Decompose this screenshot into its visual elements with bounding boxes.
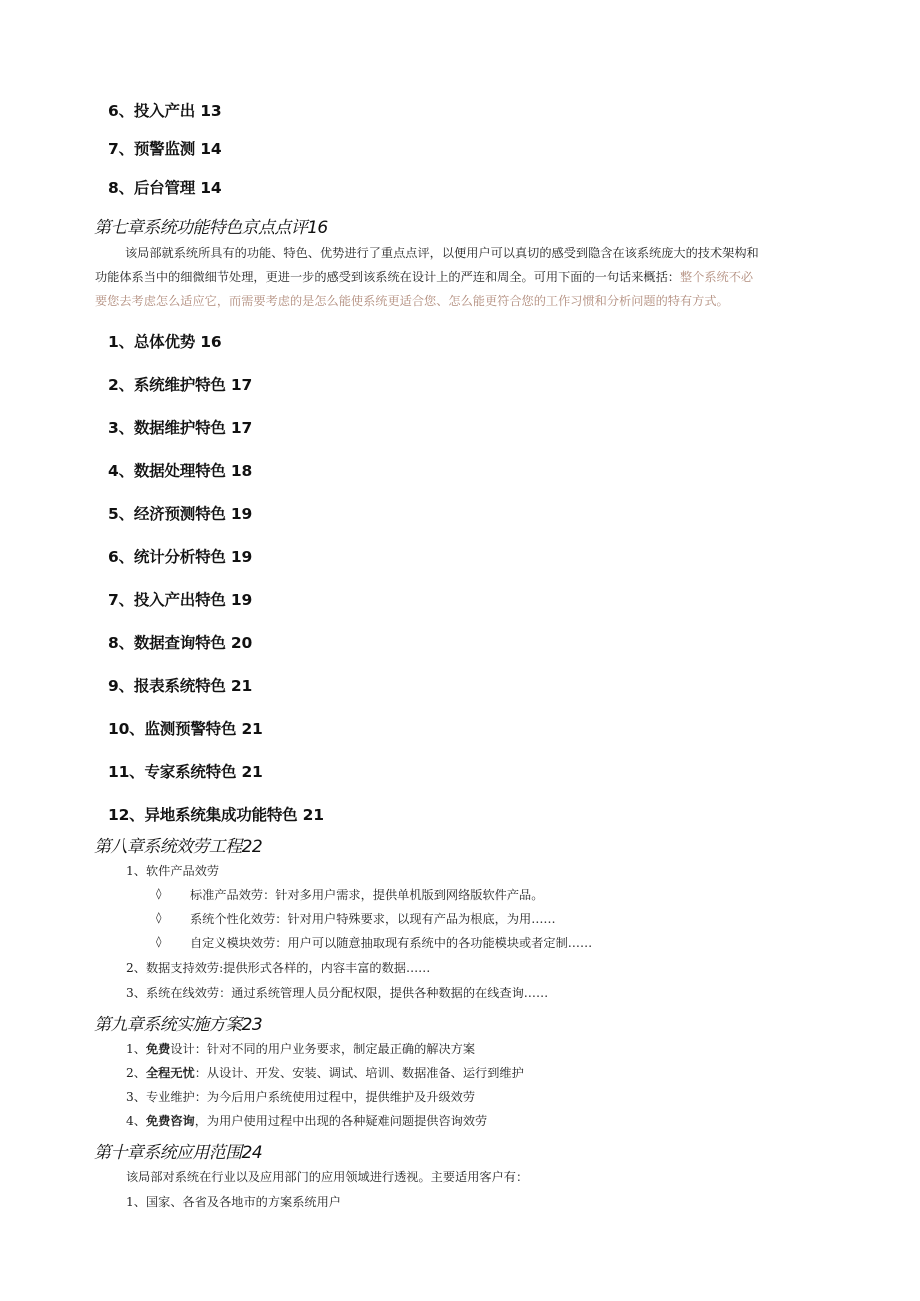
toc-item-statistical-analysis[interactable]: 6、统计分析特色 19 bbox=[108, 548, 253, 566]
item-rest: ，为用户使用过程中出现的各种疑难问题提供咨询效劳 bbox=[194, 1114, 488, 1128]
toc-item-investment-output[interactable]: 6、投入产出 13 bbox=[108, 102, 222, 120]
chapter8-bullet-text-1: 标准产品效劳：针对多用户需求，提供单机版到网络版软件产品。 bbox=[190, 888, 544, 902]
chapter7-intro-line2-plain: 功能体系当中的细微细节处理，更进一步的感受到该系统在设计上的严连和周全。可用下面的一句话来概括： bbox=[95, 270, 680, 284]
item-number: 4、 bbox=[126, 1114, 146, 1128]
item-number: 1、 bbox=[126, 1042, 146, 1056]
toc-item-expert-system[interactable]: 11、专家系统特色 21 bbox=[108, 763, 263, 781]
toc-item-data-query[interactable]: 8、数据查询特色 20 bbox=[108, 634, 253, 652]
chapter9-title[interactable]: 第九章系统实施方案23 bbox=[94, 1015, 263, 1035]
item-rest: 设计：针对不同的用户业务要求，制定最正确的解决方案 bbox=[170, 1042, 476, 1056]
chapter8-item-software: 1、软件产品效劳 bbox=[126, 864, 220, 878]
chapter8-bullet-2 bbox=[156, 910, 161, 924]
toc-item-overall-advantage[interactable]: 1、总体优势 16 bbox=[108, 333, 222, 351]
toc-item-economic-forecast[interactable]: 5、经济预测特色 19 bbox=[108, 505, 253, 523]
chapter8-bullet-text-3: 自定义模块效劳：用户可以随意抽取现有系统中的各功能模块或者定制…… bbox=[190, 936, 593, 950]
item-number: 3、 bbox=[126, 1090, 146, 1104]
item-strong: 免费咨询 bbox=[145, 1114, 195, 1128]
item-rest: 专业维护：为今后用户系统使用过程中，提供维护及升级效劳 bbox=[145, 1090, 476, 1104]
toc-item-data-processing[interactable]: 4、数据处理特色 18 bbox=[108, 462, 253, 480]
chapter8-item-online-service: 3、系统在线效劳：通过系统管理人员分配权限，提供各种数据的在线查询…… bbox=[126, 986, 549, 1000]
chapter7-intro-line2-accent: 整个系统不必 bbox=[680, 270, 754, 284]
chapter10-intro: 该局部对系统在行业以及应用部门的应用领域进行透视。主要适用客户有： bbox=[126, 1170, 529, 1184]
toc-item-remote-integration[interactable]: 12、异地系统集成功能特色 21 bbox=[108, 806, 324, 824]
chapter8-title[interactable]: 第八章系统效劳工程22 bbox=[94, 837, 263, 857]
toc-item-report-system[interactable]: 9、报表系统特色 21 bbox=[108, 677, 253, 695]
chapter9-item-3 bbox=[126, 1088, 475, 1105]
item-strong: 全程无忧 bbox=[145, 1066, 195, 1080]
chapter7-intro-line2 bbox=[95, 268, 753, 285]
toc-item-monitoring-warning[interactable]: 10、监测预警特色 21 bbox=[108, 720, 263, 738]
diamond-bullet-icon: ◊ bbox=[156, 911, 162, 924]
chapter9-item-4 bbox=[126, 1112, 487, 1129]
chapter8-bullet-3 bbox=[156, 934, 161, 948]
chapter8-item-data-support: 2、数据支持效劳:提供形式各样的，内容丰富的数据…… bbox=[126, 961, 431, 975]
chapter7-intro-line1: 该局部就系统所具有的功能、特色、优势进行了重点点评，以便用户可以真切的感受到隐含在该系统庞大的技术架构和 bbox=[125, 246, 759, 260]
toc-item-input-output[interactable]: 7、投入产出特色 19 bbox=[108, 591, 253, 609]
chapter10-title[interactable]: 第十章系统应用范围24 bbox=[94, 1143, 263, 1163]
chapter8-bullet-text-2: 系统个性化效劳：针对用户特殊要求，以现有产品为根底，为用…… bbox=[190, 912, 556, 926]
chapter8-bullet-1 bbox=[156, 886, 161, 900]
toc-item-backend-management[interactable]: 8、后台管理 14 bbox=[108, 179, 222, 197]
chapter9-item-1 bbox=[126, 1040, 475, 1057]
chapter7-title[interactable]: 第七章系统功能特色京点点评16 bbox=[94, 218, 328, 238]
toc-item-data-maintenance[interactable]: 3、数据维护特色 17 bbox=[108, 419, 253, 437]
chapter7-intro-line3: 要您去考虑怎么适应它，而需要考虑的是怎么能使系统更适合您、怎么能更符合您的工作习惯和分析问题的特有方式。 bbox=[95, 294, 729, 308]
chapter10-item-1: 1、国家、各省及各地市的方案系统用户 bbox=[126, 1195, 341, 1209]
item-number: 2、 bbox=[126, 1066, 146, 1080]
diamond-bullet-icon: ◊ bbox=[156, 887, 162, 900]
toc-item-warning-monitoring[interactable]: 7、预警监测 14 bbox=[108, 140, 222, 158]
toc-item-system-maintenance[interactable]: 2、系统维护特色 17 bbox=[108, 376, 253, 394]
item-rest: ：从设计、开发、安装、调试、培训、数据准备、运行到维护 bbox=[194, 1066, 524, 1080]
chapter9-item-2 bbox=[126, 1064, 524, 1081]
diamond-bullet-icon: ◊ bbox=[156, 935, 162, 948]
item-strong: 免费 bbox=[145, 1042, 171, 1056]
